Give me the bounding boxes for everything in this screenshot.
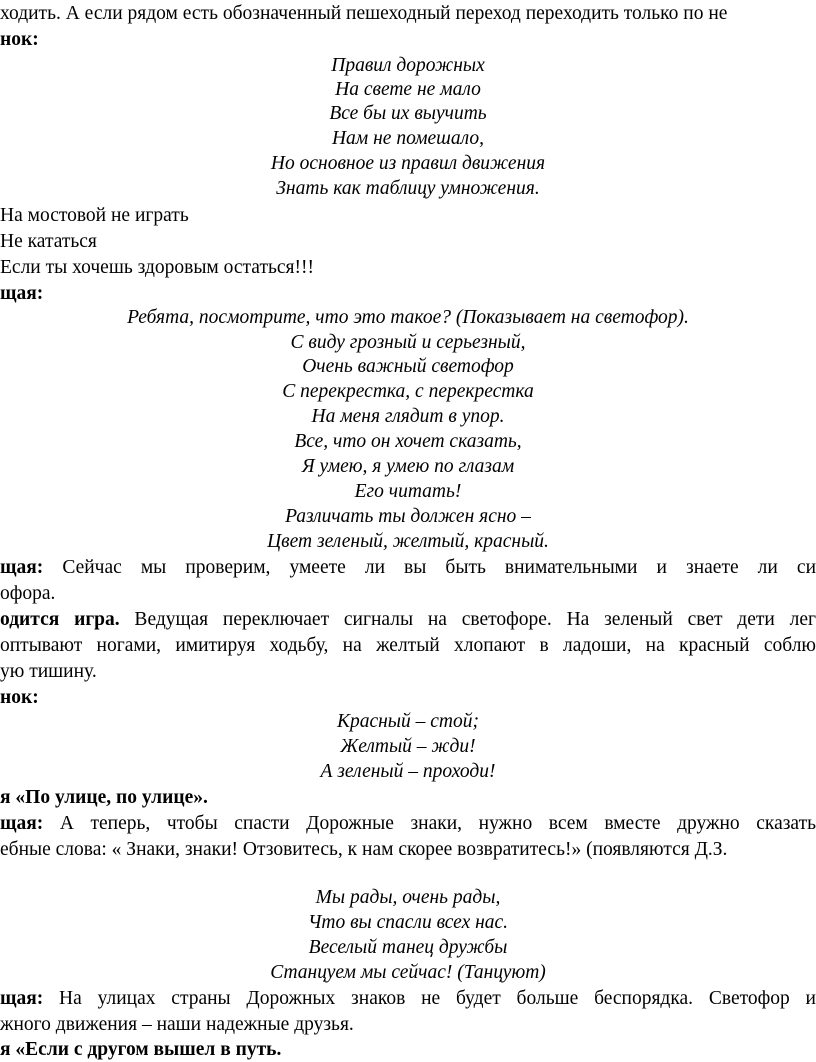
poem-line: Но основное из правил движения — [270, 153, 546, 174]
poem-line: Красный – стой; — [337, 711, 479, 732]
poem-line: Желтый – жди! — [340, 736, 476, 757]
text-line: Если ты хочешь здоровым остаться!!! — [0, 257, 314, 278]
poem-line: Мы рады, очень рады, — [315, 887, 501, 908]
poem-line: Цвет зеленый, желтый, красный. — [267, 531, 549, 552]
poem-line: Его читать! — [354, 481, 462, 502]
text-line: оптывают ногами, имитируя ходьбу, на желтый хлопают в ладоши, на красный соблю — [0, 635, 816, 656]
poem-line: Очень важный светофор — [302, 356, 514, 377]
text-line: ебные слова: « Знаки, знаки! Отзовитесь, к нам скорее возвратитесь!» (появляются Д.З. — [0, 839, 728, 860]
song-heading: я «Если с другом вышел в путь. — [0, 1039, 282, 1060]
poem-line: Знать как таблицу умножения. — [276, 178, 540, 199]
text-line: ходить. А если рядом есть обозначенный пешеходный переход переходить только по не — [0, 3, 728, 24]
poem-line: Веселый танец дружбы — [308, 937, 508, 958]
text-line: ую тишину. — [0, 661, 97, 682]
text-line: щая: На улицах страны Дорожных знаков не будет больше беспорядка. Светофор и — [0, 988, 816, 1009]
poem-line: Что вы спасли всех нас. — [307, 912, 509, 933]
speaker-label: нок: — [0, 687, 39, 708]
text-line: Не кататься — [0, 231, 97, 252]
text-line: щая: А теперь, чтобы спасти Дорожные знаки, нужно всем вместе дружно сказать — [0, 813, 816, 834]
poem-line: Все, что он хочет сказать, — [294, 431, 522, 452]
speaker-label: щая: — [0, 283, 44, 304]
text-line: одится игра. Ведущая переключает сигналы на светофоре. На зеленый свет дети лег — [0, 609, 816, 630]
poem-line: На свете не мало — [335, 79, 481, 100]
text-line: На мостовой не играть — [0, 205, 189, 226]
poem-line: С виду грозный и серьезный, — [290, 332, 526, 353]
speaker-label: нок: — [0, 29, 39, 50]
poem-line: Правил дорожных — [331, 55, 485, 76]
poem-line: Различать ты должен ясно – — [285, 506, 531, 527]
text-line: офора. — [0, 583, 56, 604]
poem-line: Нам не помешало, — [331, 128, 485, 149]
song-heading: я «По улице, по улице». — [0, 787, 208, 808]
text-line: жного движения – наши надежные друзья. — [0, 1014, 354, 1035]
text-line: щая: Сейчас мы проверим, умеете ли вы быть внимательными и знаете ли си — [0, 557, 816, 578]
poem-line: Я умею, я умею по глазам — [301, 456, 515, 477]
poem-line: Все бы их выучить — [329, 103, 487, 124]
poem-line: Станцуем мы сейчас! (Танцуют) — [270, 962, 546, 983]
poem-line: С перекрестка, с перекрестка — [282, 381, 534, 402]
poem-line: А зеленый – проходи! — [320, 761, 496, 782]
poem-line: Ребята, посмотрите, что это такое? (Показывает на светофор). — [127, 307, 689, 328]
poem-line: На меня глядит в упор. — [311, 406, 505, 427]
